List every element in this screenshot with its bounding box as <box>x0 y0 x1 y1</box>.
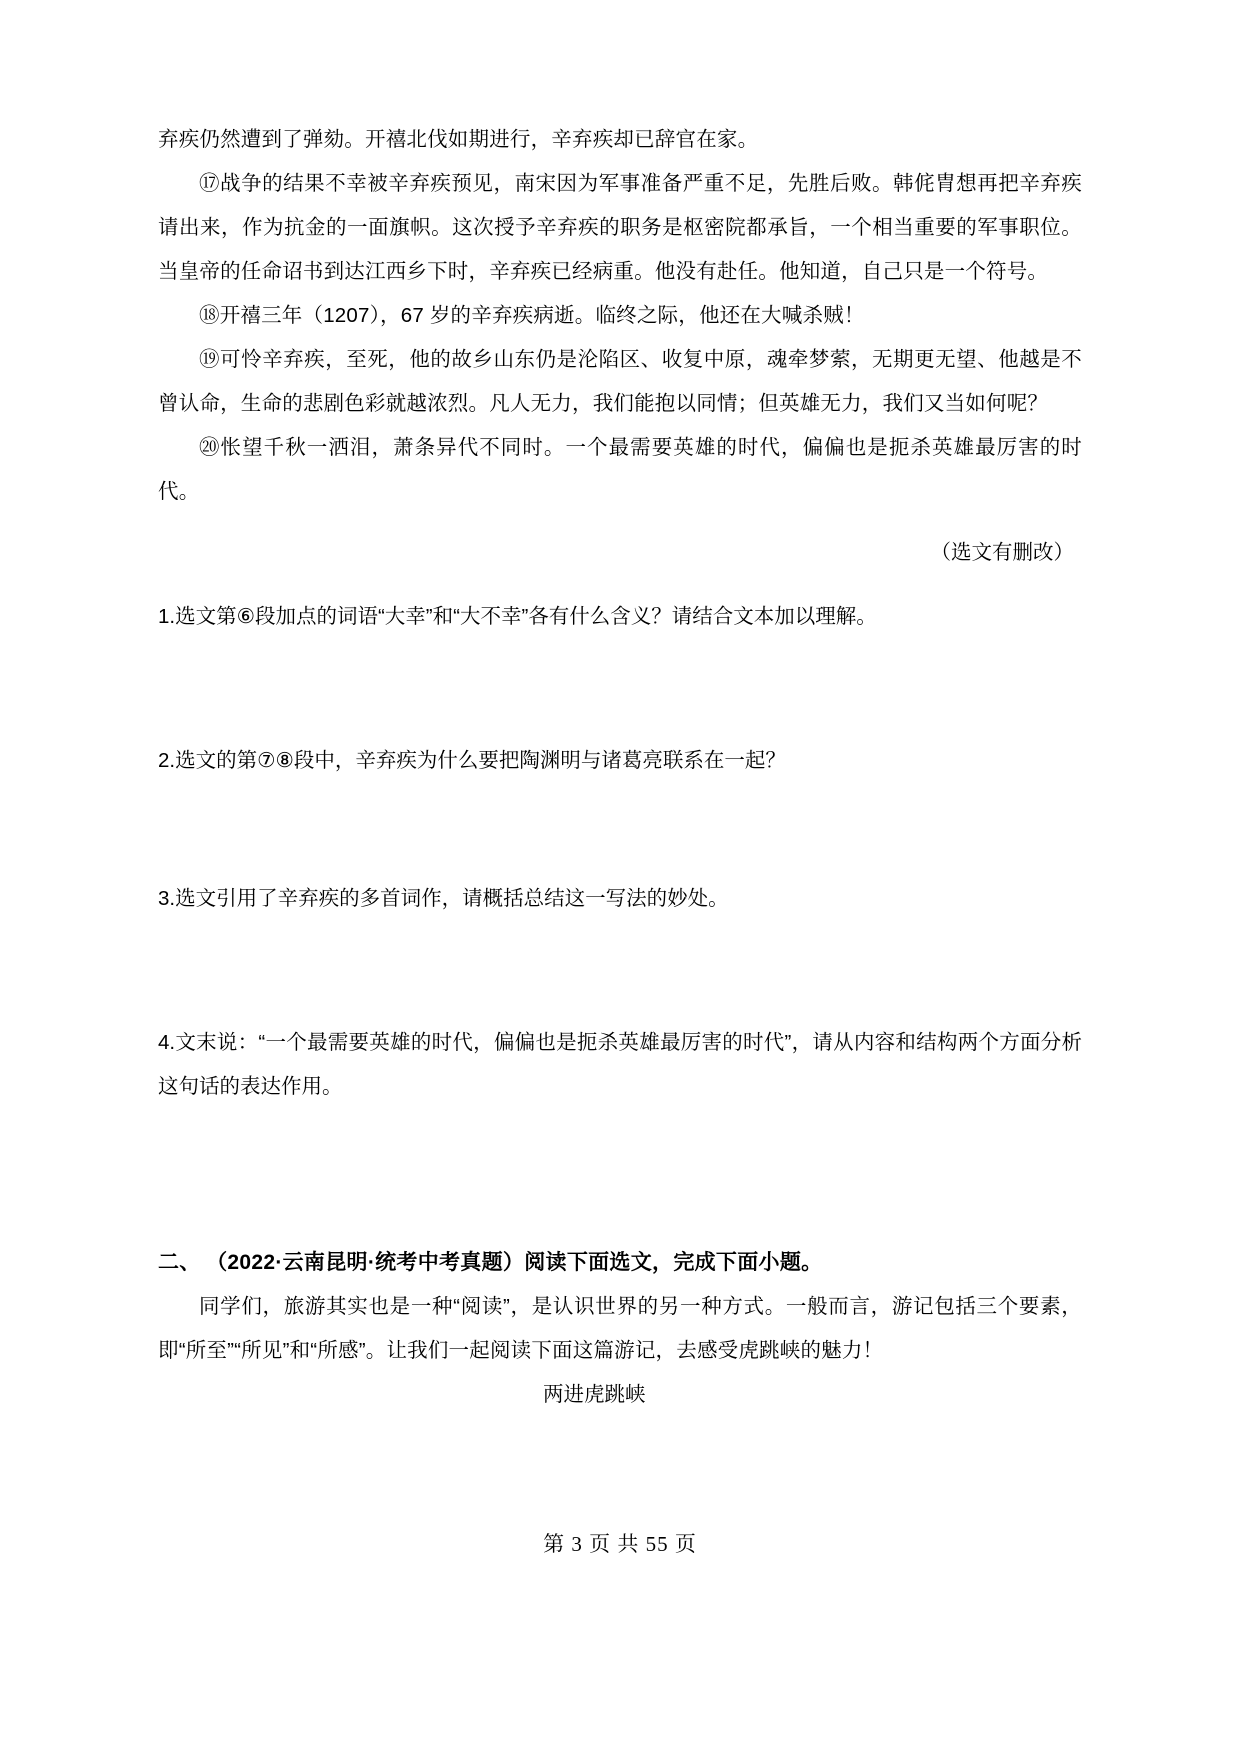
section-source: （2022·云南昆明·统考中考真题） <box>216 1251 525 1274</box>
page-footer: 第 3 页 共 55 页 <box>543 1532 697 1556</box>
answer-space-4 <box>158 1109 1082 1241</box>
source-attribution: （选文有删改） <box>930 541 1074 564</box>
paragraph-19: ⑲可怜辛弃疾，至死，他的故乡山东仍是沦陷区、收复中原，魂牵梦萦，无期更无望、他越是不曾认命，生命的悲剧色彩就越浓烈。凡人无力，我们能抱以同情；但英雄无力，我们又当如何呢？ <box>158 348 1082 415</box>
answer-space-1 <box>158 639 1082 739</box>
section-intro: 同学们，旅游其实也是一种“阅读”，是认识世界的另一种方式。一般而言，游记包括三个要素，即“所至”“所见”和“所感”。让我们一起阅读下面这篇游记，去感受虎跳峡的魅力！ <box>158 1295 1082 1362</box>
question-3: 3.选文引用了辛弃疾的多首词作，请概括总结这一写法的妙处。 <box>158 887 729 910</box>
paragraph-18: ⑱开禧三年（1207），67 岁的辛弃疾病逝。临终之际，他还在大喊杀贼！ <box>199 304 865 327</box>
question-1: 1.选文第⑥段加点的词语“大幸”和“大不幸”各有什么含义？请结合文本加以理解。 <box>158 605 877 628</box>
answer-space-3 <box>158 921 1082 1021</box>
paragraph-17: ⑰战争的结果不幸被辛弃疾预见，南宋因为军事准备严重不足，先胜后败。韩侂胄想再把辛弃疾请出来，作为抗金的一面旗帜。这次授予辛弃疾的职务是枢密院都承旨，一个相当重要的军事职位。当皇帝的任命诏书到达江西乡下时，辛弃疾已经病重。他没有赴任。他知道，自己只是一个符号。 <box>158 172 1082 283</box>
section-instruction: 阅读下面选文，完成下面小题。 <box>524 1251 823 1274</box>
paragraph-continuation: 弃疾仍然遭到了弹劾。开禧北伐如期进行，辛弃疾却已辞官在家。 <box>158 128 759 151</box>
section-heading <box>158 1241 1082 1285</box>
article-title: 两进虎跳峡 <box>543 1383 646 1406</box>
question-4: 4.文末说：“一个最需要英雄的时代，偏偏也是扼杀英雄最厉害的时代”，请从内容和结构两个方面分析这句话的表达作用。 <box>158 1031 1082 1098</box>
answer-space-2 <box>158 783 1082 877</box>
paragraph-20: ⑳怅望千秋一洒泪，萧条异代不同时。一个最需要英雄的时代，偏偏也是扼杀英雄最厉害的时代。 <box>158 436 1082 503</box>
section-number: 二、 <box>158 1251 201 1274</box>
question-2: 2.选文的第⑦⑧段中，辛弃疾为什么要把陶渊明与诸葛亮联系在一起？ <box>158 749 786 772</box>
